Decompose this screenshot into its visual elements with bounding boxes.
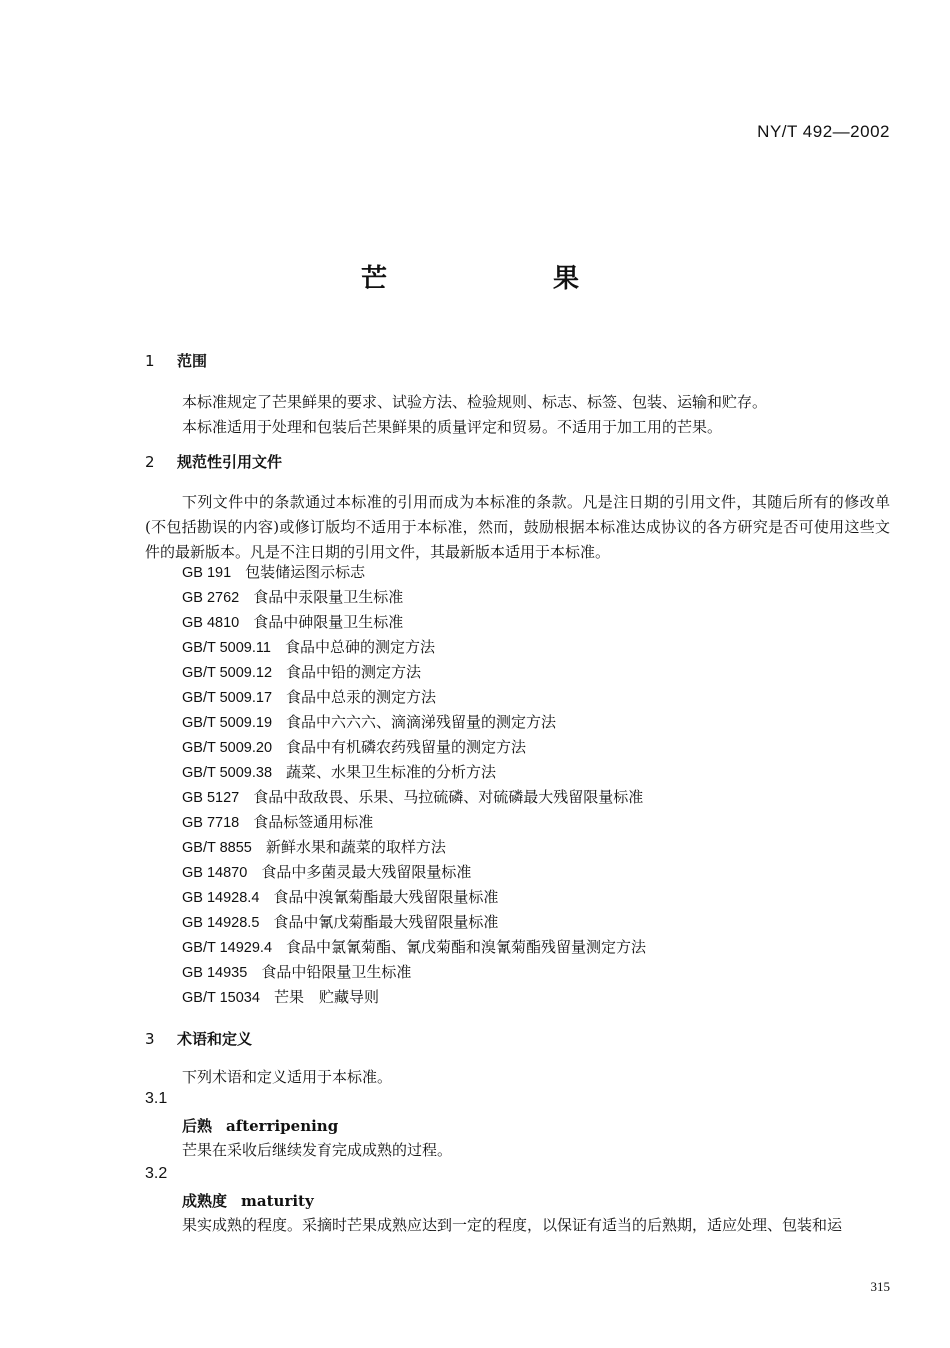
reference-code: GB 2762: [182, 590, 240, 606]
reference-item: [182, 860, 646, 885]
reference-code: GB 7718: [182, 815, 240, 831]
reference-code: GB 14935: [182, 965, 248, 981]
scope-paragraph-2: 本标准适用于处理和包装后芒果鲜果的质量评定和贸易。不适用于加工用的芒果。: [182, 418, 723, 436]
section-heading-terms: [145, 1028, 252, 1049]
section-number: 2: [145, 453, 155, 471]
reference-code: GB 14928.5: [182, 915, 260, 931]
reference-item: [182, 760, 646, 785]
reference-title: 食品中铅的测定方法: [286, 663, 422, 681]
reference-item: [182, 910, 646, 935]
reference-title: 蔬菜、水果卫生标准的分析方法: [286, 763, 497, 781]
term-definition: 芒果在采收后继续发育完成成熟的过程。: [182, 1141, 453, 1159]
reference-code: GB/T 8855: [182, 840, 252, 856]
section-title: 术语和定义: [177, 1030, 253, 1048]
references-intro: 下列文件中的条款通过本标准的引用而成为本标准的条款。凡是注日期的引用文件，其随后所有的修改单(不包括勘误的内容)或修订版均不适用于本标准，然而，鼓励根据本标准达成协议的各方研究是否可使用这些文件的最新版本。凡是不注日期的引用文件，其最新版本适用于本标准。: [145, 493, 890, 561]
reference-list: [182, 560, 646, 1010]
reference-title: 包装储运图示标志: [245, 563, 366, 581]
document-title: 芒 果: [360, 264, 649, 294]
reference-title: 食品中铅限量卫生标准: [261, 963, 412, 981]
reference-code: GB 191: [182, 565, 232, 581]
standard-code: NY/T 492—2002: [757, 122, 890, 141]
reference-code: GB 4810: [182, 615, 240, 631]
reference-code: GB/T 5009.38: [182, 765, 273, 781]
reference-title: 食品中溴氰菊酯最大残留限量标准: [273, 888, 499, 906]
reference-item: [182, 710, 646, 735]
reference-item: [182, 785, 646, 810]
reference-title: 食品中有机磷农药残留量的测定方法: [286, 738, 527, 756]
reference-title: 食品中六六六、滴滴涕残留量的测定方法: [286, 713, 557, 731]
section-title: 规范性引用文件: [177, 453, 283, 471]
section-heading-scope: [145, 350, 207, 371]
reference-title: 食品中汞限量卫生标准: [253, 588, 404, 606]
section-heading-references: [145, 451, 282, 472]
reference-code: GB 5127: [182, 790, 240, 806]
term-definition: 果实成熟的程度。采摘时芒果成熟应达到一定的程度，以保证有适当的后熟期，适应处理、包装和运: [182, 1216, 843, 1234]
reference-item: [182, 960, 646, 985]
term-en: afterripening: [226, 1117, 339, 1135]
term-cn: 成熟度: [182, 1192, 228, 1210]
terms-intro: 下列术语和定义适用于本标准。: [182, 1068, 393, 1086]
reference-item: [182, 810, 646, 835]
reference-code: GB/T 15034: [182, 990, 260, 1006]
term-cn: 后熟: [182, 1117, 213, 1135]
section-number: 1: [145, 352, 155, 370]
reference-item: [182, 635, 646, 660]
reference-item: [182, 885, 646, 910]
reference-title: 新鲜水果和蔬菜的取样方法: [265, 838, 446, 856]
section-title: 范围: [177, 352, 208, 370]
reference-title: 食品标签通用标准: [253, 813, 374, 831]
term-heading: [182, 1190, 314, 1211]
reference-code: GB/T 5009.20: [182, 740, 273, 756]
term-en: maturity: [241, 1192, 314, 1210]
reference-title: 食品中总汞的测定方法: [286, 688, 437, 706]
reference-code: GB 14928.4: [182, 890, 260, 906]
reference-item: [182, 560, 646, 585]
reference-code: GB/T 5009.12: [182, 665, 273, 681]
reference-title: 食品中敌敌畏、乐果、马拉硫磷、对硫磷最大残留限量标准: [253, 788, 644, 806]
term-number: 3.1: [145, 1090, 168, 1107]
reference-title: 食品中总砷的测定方法: [284, 638, 435, 656]
reference-title: 食品中砷限量卫生标准: [253, 613, 404, 631]
reference-code: GB 14870: [182, 865, 248, 881]
reference-title: 食品中氯氰菊酯、氰戊菊酯和溴氰菊酯残留量测定方法: [286, 938, 647, 956]
scope-paragraph-1: 本标准规定了芒果鲜果的要求、试验方法、检验规则、标志、标签、包装、运输和贮存。: [182, 393, 768, 411]
reference-item: [182, 985, 646, 1010]
reference-item: [182, 660, 646, 685]
reference-title: 芒果 贮藏导则: [273, 988, 379, 1006]
reference-item: [182, 685, 646, 710]
reference-item: [182, 835, 646, 860]
reference-item: [182, 735, 646, 760]
page-number: 315: [870, 1279, 890, 1294]
reference-item: [182, 935, 646, 960]
reference-code: GB/T 5009.17: [182, 690, 273, 706]
reference-item: [182, 610, 646, 635]
reference-item: [182, 585, 646, 610]
term-number: 3.2: [145, 1165, 168, 1182]
reference-title: 食品中多菌灵最大残留限量标准: [261, 863, 472, 881]
reference-code: GB/T 5009.19: [182, 715, 273, 731]
reference-title: 食品中氰戊菊酯最大残留限量标准: [273, 913, 499, 931]
term-heading: [182, 1115, 338, 1136]
section-number: 3: [145, 1030, 155, 1048]
reference-code: GB/T 5009.11: [182, 640, 271, 656]
reference-code: GB/T 14929.4: [182, 940, 273, 956]
